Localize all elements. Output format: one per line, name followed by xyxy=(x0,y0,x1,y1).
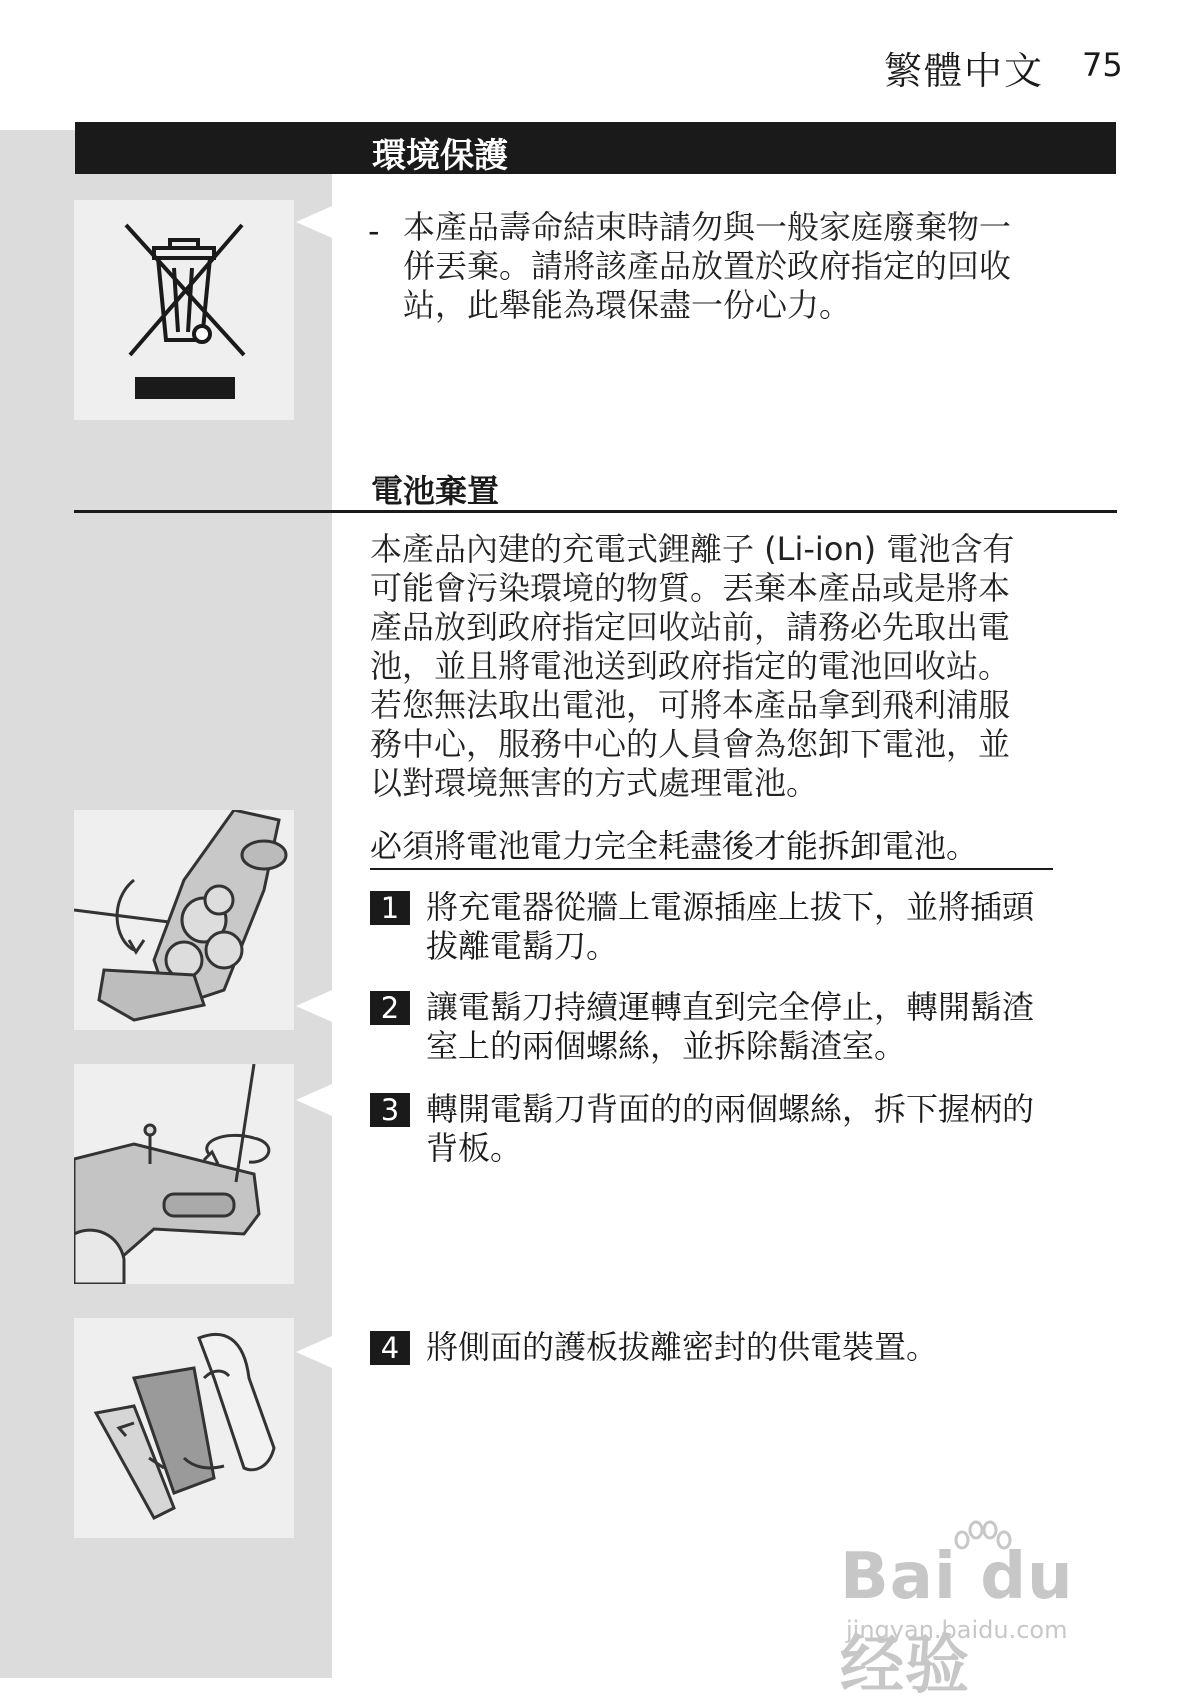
watermark-logo-text: Bai du 经验 xyxy=(840,1540,1074,1703)
step-text xyxy=(426,988,1115,1066)
page-number: 75 xyxy=(1082,46,1123,84)
heading-rule xyxy=(74,510,1117,513)
text-line: 若您無法取出電池，可將本產品拿到飛利浦服 xyxy=(370,686,1011,724)
callout-pointer xyxy=(296,1336,332,1368)
step-3 xyxy=(370,1090,1115,1168)
callout-pointer xyxy=(296,990,332,1022)
section-title: 環境保護 xyxy=(372,136,508,176)
text-line: 可能會污染環境的物質。丟棄本產品或是將本 xyxy=(370,569,1011,607)
figure-recycle-bin xyxy=(74,200,294,420)
shaver-handle-illustration xyxy=(74,1064,294,1284)
figure-shaver-handle xyxy=(74,1064,294,1284)
step-4 xyxy=(370,1328,1115,1367)
text-line: 拔離電鬍刀。 xyxy=(426,927,619,965)
text-line: 池，並且將電池送到政府指定的電池回收站。 xyxy=(370,647,1011,685)
step-number: 1 xyxy=(370,891,410,925)
text-line: 本產品內建的充電式鋰離子 (Li-ion) 電池含有 xyxy=(370,530,1015,568)
warning-note: 必須將電池電力完全耗盡後才能拆卸電池。 xyxy=(370,827,979,865)
step-number: 4 xyxy=(370,1331,410,1365)
baidu-watermark xyxy=(840,1520,1130,1703)
shaver-head-illustration xyxy=(74,810,294,1030)
battery-paragraph xyxy=(370,530,1014,803)
callout-pointer xyxy=(296,206,332,238)
section-title-battery: 電池棄置 xyxy=(371,472,500,510)
text-line: 背板。 xyxy=(426,1129,523,1167)
step-1 xyxy=(370,888,1115,966)
step-text xyxy=(426,1328,1115,1367)
text-line: 讓電鬍刀持續運轉直到完全停止，轉開鬍渣 xyxy=(426,988,1035,1026)
language-label: 繁體中文 xyxy=(884,49,1045,93)
step-text xyxy=(426,888,1115,966)
text-line: 以對環境無害的方式處理電池。 xyxy=(370,764,819,802)
step-number: 2 xyxy=(370,991,410,1025)
warning-underline xyxy=(370,868,1053,870)
figure-power-unit xyxy=(74,1318,294,1538)
text-line: 本產品壽命結束時請勿與一般家庭廢棄物一 xyxy=(403,208,1012,246)
section-header-environment xyxy=(75,122,1116,174)
power-unit-illustration xyxy=(74,1318,294,1538)
text-line: 轉開電鬍刀背面的的兩個螺絲，拆下握柄的 xyxy=(426,1090,1035,1128)
step-text xyxy=(426,1090,1115,1168)
watermark-url: jingyan.baidu.com xyxy=(846,1616,1068,1644)
step-number: 3 xyxy=(370,1093,410,1127)
environment-paragraph xyxy=(403,208,1011,325)
text-line: 將側面的護板拔離密封的供電裝置。 xyxy=(426,1328,939,1366)
text-line: 併丟棄。請將該產品放置於政府指定的回收 xyxy=(403,247,1012,285)
text-line: 將充電器從牆上電源插座上拔下，並將插頭 xyxy=(426,888,1035,926)
callout-pointer xyxy=(296,1084,332,1116)
bullet-marker: - xyxy=(368,212,380,250)
text-line: 站，此舉能為環保盡一份心力。 xyxy=(403,286,852,324)
figure-shaver-head xyxy=(74,810,294,1030)
text-line: 室上的兩個螺絲，並拆除鬍渣室。 xyxy=(426,1027,907,1065)
crossed-bin-icon xyxy=(74,200,294,420)
text-line: 產品放到政府指定回收站前，請務必先取出電 xyxy=(370,608,1011,646)
text-line: 務中心，服務中心的人員會為您卸下電池，並 xyxy=(370,725,1011,763)
step-2 xyxy=(370,988,1115,1066)
